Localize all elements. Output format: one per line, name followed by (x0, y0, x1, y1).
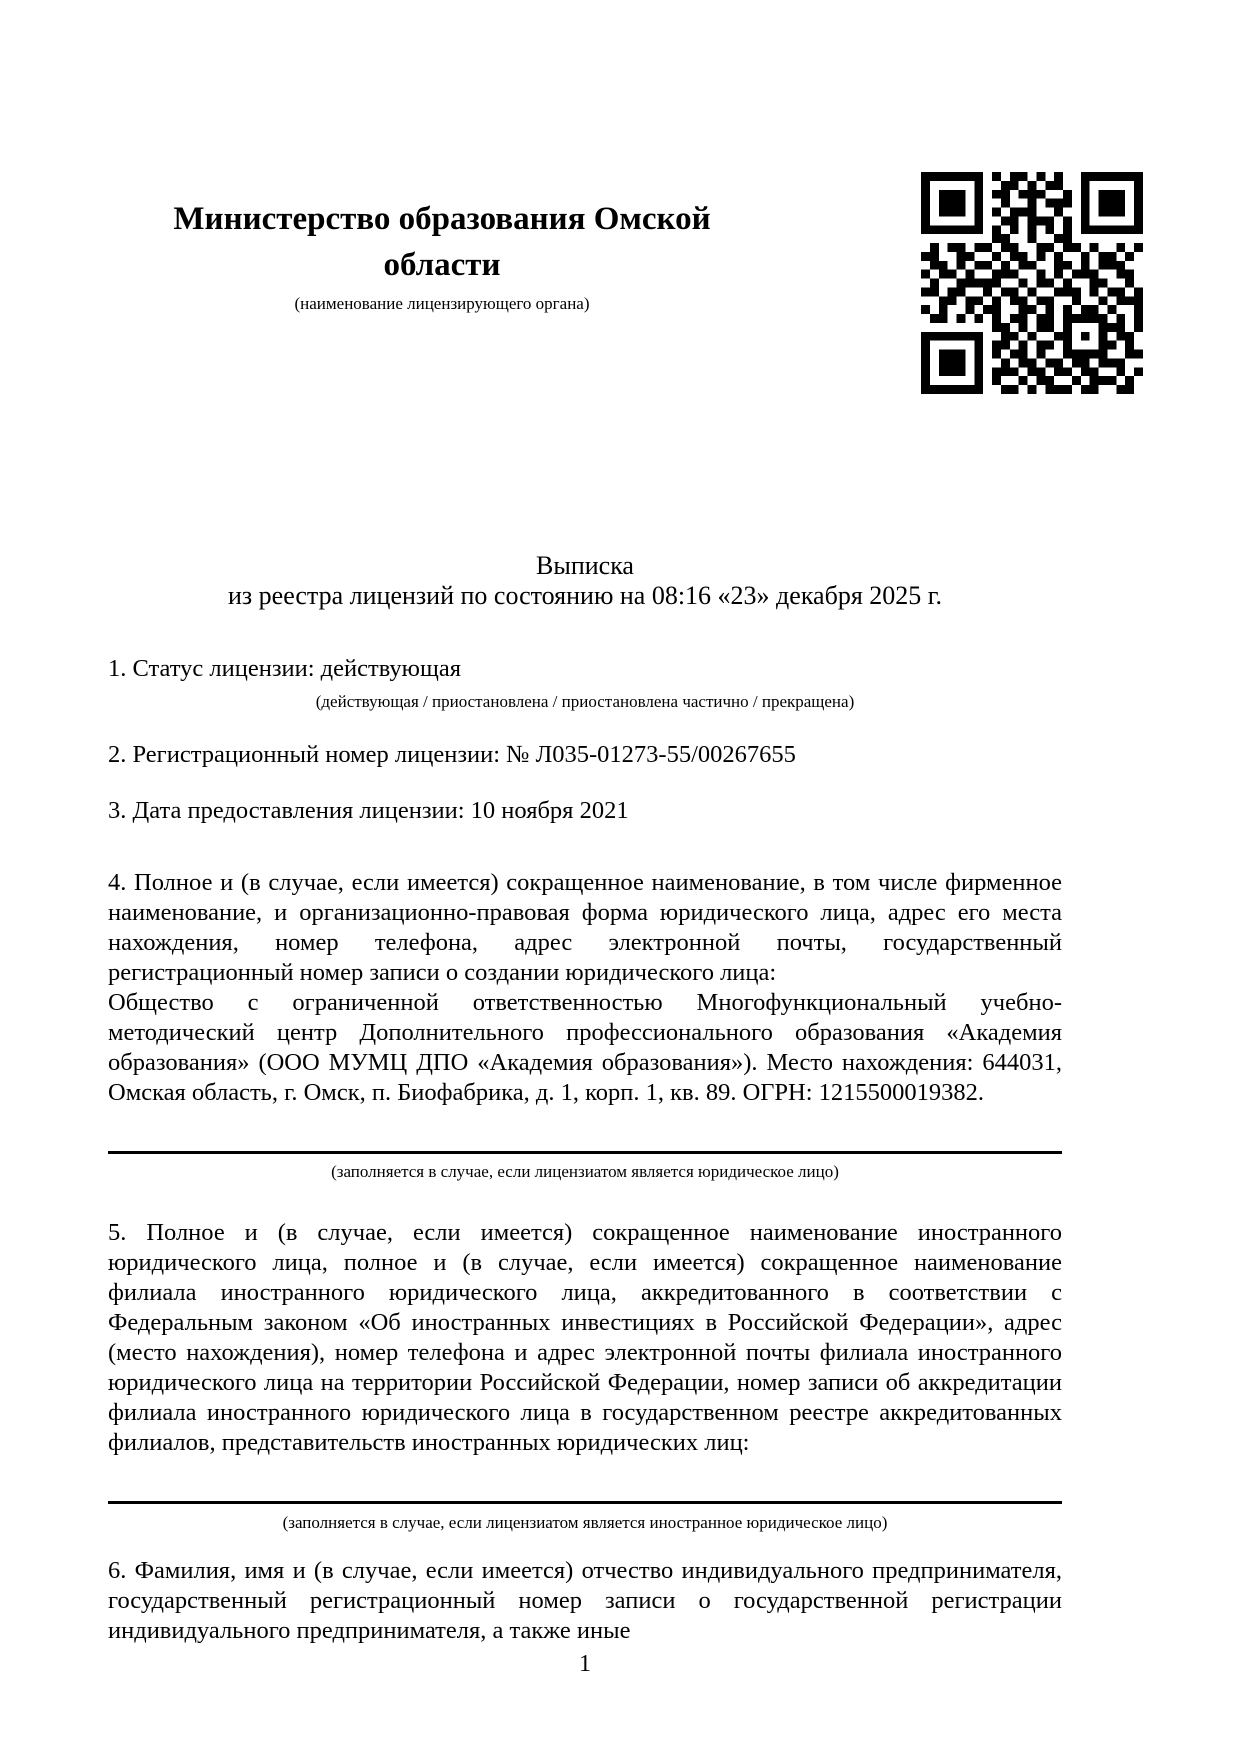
extract-title-line1: Выписка (536, 551, 634, 580)
item-foreign-entity (108, 1218, 1062, 1458)
item-legal-entity-note: (заполняется в случае, если лицензиатом является юридическое лицо) (331, 1162, 839, 1181)
item-legal-entity (108, 868, 1062, 1108)
page-number: 1 (579, 1651, 591, 1677)
item-foreign-entity-text: 5. Полное и (в случае, если имеется) сокращенное наименование иностранного юридического лица, полное и (в случае, если имеется) сокращенное наименование филиала иностранного юридического лица, аккредитованного в соответствии с Федеральным законом «Об иностранных инвестициях в Российской Федерации», адрес (место нахождения), номер телефона и адрес электронной почты филиала иностранного юридического лица на территории Российской Федерации, номер записи об аккредитации филиала иностранного юридического лица в государственном реестре аккредитованных филиалов, представительств иностранных юридических лиц: (108, 1219, 1062, 1456)
item-foreign-entity-note: (заполняется в случае, если лицензиатом является иностранное юридическое лицо) (282, 1513, 888, 1532)
item-individual-entrepreneur (108, 1556, 1062, 1646)
authority-note: (наименование лицензирующего органа) (294, 294, 590, 313)
item-registration-number: 2. Регистрационный номер лицензии: № Л035-01273-55/00267655 (108, 741, 796, 768)
item-license-status: 1. Статус лицензии: действующая (108, 655, 461, 682)
item-legal-entity-text: 4. Полное и (в случае, если имеется) сокращенное наименование, в том числе фирменное наименование, и организационно-правовая форма юридического лица, адрес его места нахождения, номер телефона, адрес электронной почты, государственный регистрационный номер записи о создании юридического лица: (108, 869, 1062, 986)
legal-entity-underline (108, 1151, 1062, 1154)
item-grant-date: 3. Дата предоставления лицензии: 10 ноября 2021 (108, 797, 629, 824)
authority-name-line1: Министерство образования Омской (173, 201, 711, 237)
extract-title-line2: из реестра лицензий по состоянию на 08:16 «23» декабря 2025 г. (227, 581, 943, 610)
qr-code (921, 172, 1143, 394)
item-individual-entrepreneur-text: 6. Фамилия, имя и (в случае, если имеется) отчество индивидуального предпринимателя, государственный регистрационный номер записи о государственной регистрации индивидуального предпринимателя, а также иные (108, 1557, 1062, 1644)
foreign-entity-underline (108, 1501, 1062, 1504)
authority-name (104, 196, 780, 288)
authority-name-line2: области (383, 247, 501, 283)
extract-title (108, 551, 1062, 611)
item-legal-entity-value: Общество с ограниченной ответственностью Многофункциональный учебно-методический центр Дополнительного профессионального образования «Академия образования» (ООО МУМЦ ДПО «Академия образования»). Место нахождения: 644031, Омская область, г. Омск, п. Биофабрика, д. 1, корп. 1, кв. 89. ОГРН: 1215500019382. (108, 989, 1062, 1106)
item-license-status-note: (действующая / приостановлена / приостановлена частично / прекращена) (315, 692, 855, 711)
